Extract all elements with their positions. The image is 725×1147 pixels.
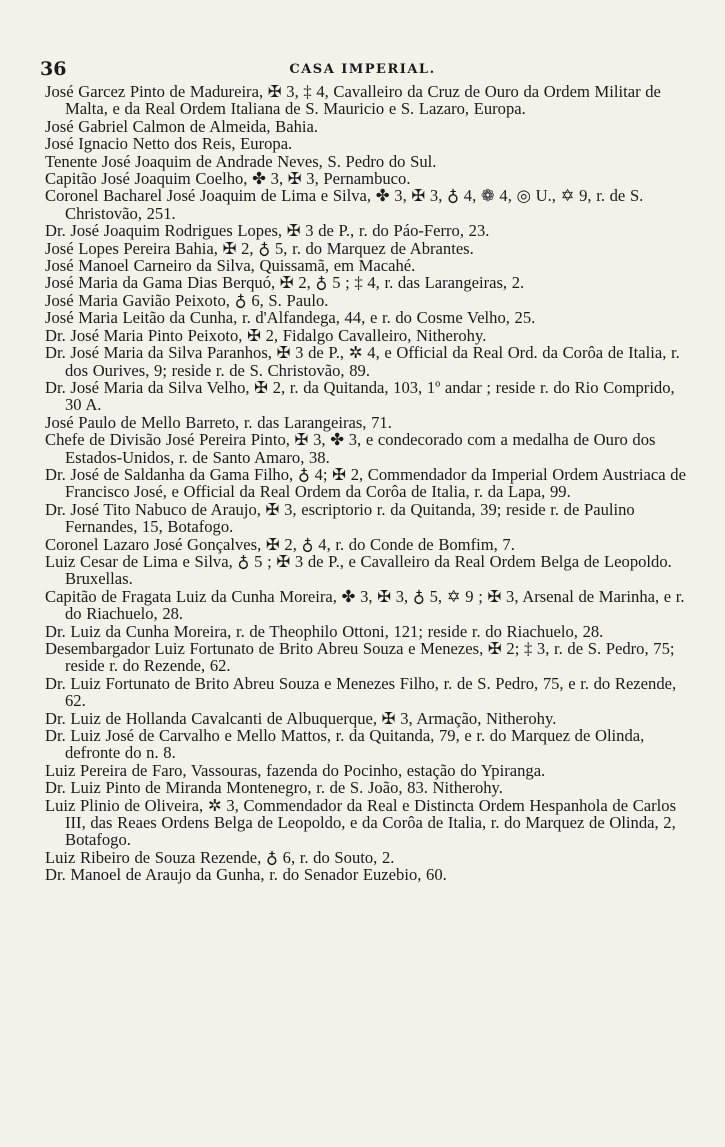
running-head: CASA IMPERIAL. xyxy=(289,62,436,77)
list-item: José Maria Gavião Peixoto, ♁ 6, S. Paulo. xyxy=(45,290,329,310)
list-item: Luiz Plinio de Oliveira, ✲ 3, Commendador da Real e Distincta Ordem Hespanhola de Carlos III, das Reaes Ordens Belga de Leopoldo, e da Corôa de Italia, r. do Marquez de Olinda, 2, Botafogo. xyxy=(45,795,677,850)
list-item: José Gabriel Calmon de Almeida, Bahia. xyxy=(45,116,319,136)
list-item: José Lopes Pereira Bahia, ✠ 2, ♁ 5, r. do Marquez de Abrantes. xyxy=(45,238,474,258)
list-item: Dr. Luiz Pinto de Miranda Montenegro, r. de S. João, 83. Nitherohy. xyxy=(45,778,503,798)
list-item: José Maria da Gama Dias Berquó, ✠ 2, ♁ 5 ; ‡ 4, r. das Larangeiras, 2. xyxy=(45,273,525,293)
list-item: Dr. Luiz Fortunato de Brito Abreu Souza e Menezes Filho, r. de S. Pedro, 75, e r. do Rezende, 62. xyxy=(45,673,677,711)
list-item: Dr. José Tito Nabuco de Araujo, ✠ 3, escriptorio r. da Quitanda, 39; reside r. de Paulino Fernandes, 15, Botafogo. xyxy=(45,499,635,537)
list-item: Coronel Bacharel José Joaquim de Lima e Silva, ✤ 3, ✠ 3, ♁ 4, ❁ 4, ◎ U., ✡ 9, r. de S. Christovão, 251. xyxy=(45,186,644,223)
list-item: José Ignacio Netto dos Reis, Europa. xyxy=(45,134,293,154)
list-item: José Paulo de Mello Barreto, r. das Larangeiras, 71. xyxy=(45,412,392,432)
list-item: Coronel Lazaro José Gonçalves, ✠ 2, ♁ 4, r. do Conde de Bomfim, 7. xyxy=(45,534,515,554)
list-item: Dr. Luiz de Hollanda Cavalcanti de Albuquerque, ✠ 3, Armação, Nitherohy. xyxy=(45,708,557,728)
page-number: 36 xyxy=(40,58,67,80)
list-item: Dr. José Maria da Silva Velho, ✠ 2, r. da Quitanda, 103, 1º andar ; reside r. do Rio Comprido, 30 A. xyxy=(45,377,675,415)
list-item: Luiz Cesar de Lima e Silva, ♁ 5 ; ✠ 3 de P., e Cavalleiro da Real Ordem Belga de Leopoldo. Bruxellas. xyxy=(45,551,672,589)
list-item: Capitão de Fragata Luiz da Cunha Moreira, ✤ 3, ✠ 3, ♁ 5, ✡ 9 ; ✠ 3, Arsenal de Marinha, e r. do Riachuelo, 28. xyxy=(45,586,685,624)
list-item: Dr. Luiz da Cunha Moreira, r. de Theophilo Ottoni, 121; reside r. do Riachuelo, 28. xyxy=(45,621,604,641)
list-item: Luiz Pereira de Faro, Vassouras, fazenda do Pocinho, estação do Ypiranga. xyxy=(45,760,546,780)
list-item: José Garcez Pinto de Madureira, ✠ 3, ‡ 4, Cavalleiro da Cruz de Ouro da Ordem Militar de Malta, e da Real Ordem Italiana de S. Mauricio e S. Lazaro, Europa. xyxy=(45,82,661,119)
entry-list xyxy=(45,83,690,884)
list-item: Dr. José de Saldanha da Gama Filho, ♁ 4; ✠ 2, Commendador da Imperial Ordem Austriaca de Francisco José, e Official da Real Ordem da Corôa de Italia, r. da Lapa, 99. xyxy=(45,464,686,502)
list-item: Dr. José Joaquim Rodrigues Lopes, ✠ 3 de P., r. do Páo-Ferro, 23. xyxy=(45,221,490,241)
list-item: Chefe de Divisão José Pereira Pinto, ✠ 3, ✤ 3, e condecorado com a medalha de Ouro dos Estados-Unidos, r. de Santo Amaro, 38. xyxy=(45,430,656,467)
list-item: Dr. José Maria Pinto Peixoto, ✠ 2, Fidalgo Cavalleiro, Nitherohy. xyxy=(45,325,487,345)
list-item: Tenente José Joaquim de Andrade Neves, S. Pedro do Sul. xyxy=(45,151,437,171)
list-item: Dr. José Maria da Silva Paranhos, ✠ 3 de P., ✲ 4, e Official da Real Ord. da Corôa de Italia, r. dos Ourives, 9; reside r. de S. Christovão, 89. xyxy=(45,343,680,380)
list-item: Desembargador Luiz Fortunato de Brito Abreu Souza e Menezes, ✠ 2; ‡ 3, r. de S. Pedro, 75; reside r. do Rezende, 62. xyxy=(45,639,675,676)
list-item: José Maria Leitão da Cunha, r. d'Alfandega, 44, e r. do Cosme Velho, 25. xyxy=(45,308,536,328)
list-item: Capitão José Joaquim Coelho, ✤ 3, ✠ 3, Pernambuco. xyxy=(45,169,411,189)
list-item: José Manoel Carneiro da Silva, Quissamã, em Macahé. xyxy=(45,256,416,276)
list-item: Dr. Manoel de Araujo da Gunha, r. do Senador Euzebio, 60. xyxy=(45,865,447,885)
list-item: Dr. Luiz José de Carvalho e Mello Mattos, r. da Quitanda, 79, e r. do Marquez de Olinda, defronte do n. 8. xyxy=(45,726,645,763)
list-item: Luiz Ribeiro de Souza Rezende, ♁ 6, r. do Souto, 2. xyxy=(45,847,395,867)
